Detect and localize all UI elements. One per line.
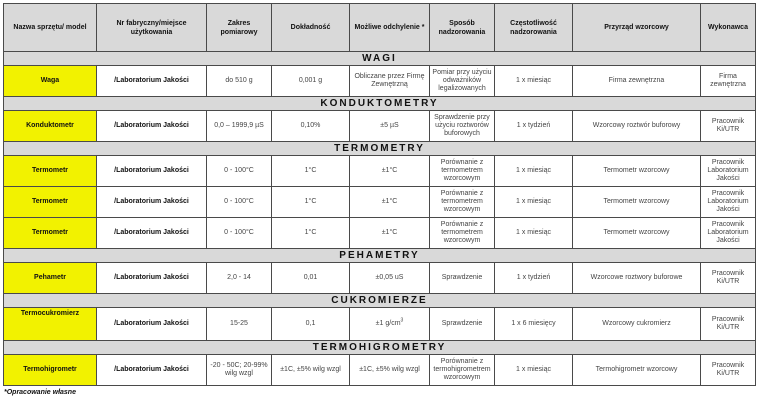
cell-frequency: 1 x 6 miesięcy [495,308,573,341]
header-reference-instrument: Przyrząd wzorcowy [573,4,701,52]
section-pehametry [4,249,756,263]
cell-location: /Laboratorium Jakości [97,156,207,187]
cell-performer: Pracownik Laboratorium Jakości [701,187,756,218]
cell-reference: Wzorcowe roztwory buforowe [573,263,701,294]
cell-accuracy: 0,01 [272,263,350,294]
cell-method: Pomiar przy użyciu odważników legalizowanych [430,66,495,97]
cell-name: Waga [4,66,97,97]
cubed-superscript: 3 [400,317,404,324]
cell-range: 0 - 100°C [207,156,272,187]
cell-method: Sprawdzenie [430,308,495,341]
section-cukromierze [4,294,756,308]
table-row-pehametr [4,263,756,294]
cell-location: /Laboratorium Jakości [97,355,207,386]
header-frequency: Częstotliwość nadzorowania [495,4,573,52]
table-row-termometr [4,156,756,187]
cell-method: Porównanie z termometrem wzorcowym [430,156,495,187]
table-row-termohigrometr [4,355,756,386]
cell-frequency: 1 x miesiąc [495,187,573,218]
section-konduktometry [4,97,756,111]
cell-accuracy: 0,001 g [272,66,350,97]
cell-name: Konduktometr [4,111,97,142]
equipment-supervision-table [3,3,756,386]
cell-accuracy: 0,1 [272,308,350,341]
cell-range: 0 - 100°C [207,218,272,249]
table-row-waga [4,66,756,97]
section-title: TERMOHIGROMETRY [4,341,756,355]
header-row [4,4,756,52]
cell-accuracy: 1°C [272,156,350,187]
cell-name: Termocukromierz [4,308,97,341]
header-serial-location: Nr fabryczny/miejsce użytkowania [97,4,207,52]
cell-accuracy: 1°C [272,218,350,249]
table-row-termometr [4,218,756,249]
cell-method: Porównanie z termometrem wzorcowym [430,218,495,249]
cell-location: /Laboratorium Jakości [97,308,207,341]
cell-accuracy: ±1C, ±5% wilg wzgl [272,355,350,386]
cell-performer: Pracownik Ki/UTR [701,355,756,386]
table-row-termocukromierz [4,308,756,341]
cell-range: do 510 g [207,66,272,97]
section-wagi [4,52,756,66]
cell-deviation: ±1°C [350,187,430,218]
header-equipment-name: Nazwa sprzętu/ model [4,4,97,52]
cell-deviation: ±0,05 uS [350,263,430,294]
cell-method: Porównanie z termohigrometrem wzorcowym [430,355,495,386]
cell-range: -20 - 50C; 20-99% wilg wzgl [207,355,272,386]
section-termometry [4,142,756,156]
cell-performer: Pracownik Ki/UTR [701,263,756,294]
deviation-value: ±1 g/cm [375,320,401,327]
cell-location: /Laboratorium Jakości [97,263,207,294]
cell-name: Termometr [4,156,97,187]
cell-reference: Firma zewnętrzna [573,66,701,97]
table-row-konduktometr [4,111,756,142]
cell-frequency: 1 x tydzień [495,263,573,294]
cell-frequency: 1 x tydzień [495,111,573,142]
cell-reference: Wzorcowy roztwór buforowy [573,111,701,142]
cell-performer: Pracownik Ki/UTR [701,111,756,142]
cell-range: 15-25 [207,308,272,341]
cell-accuracy: 1°C [272,187,350,218]
section-title: CUKROMIERZE [4,294,756,308]
cell-method: Porównanie z termometrem wzorcowym [430,187,495,218]
cell-frequency: 1 x miesiąc [495,66,573,97]
cell-deviation: ±1C, ±5% wilg wzgl [350,355,430,386]
cell-range: 0,0 – 1999,9 µS [207,111,272,142]
cell-location: /Laboratorium Jakości [97,218,207,249]
cell-range: 0 - 100°C [207,187,272,218]
cell-performer: Pracownik Laboratorium Jakości [701,218,756,249]
cell-performer: Pracownik Ki/UTR [701,308,756,341]
header-deviation: Możliwe odchylenie * [350,4,430,52]
cell-deviation: ±1°C [350,156,430,187]
cell-name: Termohigrometr [4,355,97,386]
section-title: TERMOMETRY [4,142,756,156]
cell-location: /Laboratorium Jakości [97,66,207,97]
cell-reference: Termohigrometr wzorcowy [573,355,701,386]
cell-frequency: 1 x miesiąc [495,218,573,249]
equipment-table-container [3,3,755,386]
cell-accuracy: 0,10% [272,111,350,142]
cell-frequency: 1 x miesiąc [495,355,573,386]
section-termohigrometry [4,341,756,355]
cell-reference: Termometr wzorcowy [573,156,701,187]
section-title: WAGI [4,52,756,66]
cell-method: Sprawdzenie [430,263,495,294]
cell-name: Termometr [4,218,97,249]
cell-deviation: ±5 µS [350,111,430,142]
cell-range: 2,0 - 14 [207,263,272,294]
cell-method: Sprawdzenie przy użyciu roztworów buforowych [430,111,495,142]
header-supervision-method: Sposób nadzorowania [430,4,495,52]
section-title: PEHAMETRY [4,249,756,263]
cell-location: /Laboratorium Jakości [97,111,207,142]
footnote: *Opracowanie własne [4,389,76,396]
cell-name: Termometr [4,187,97,218]
cell-reference: Termometr wzorcowy [573,187,701,218]
table-row-termometr [4,187,756,218]
header-measuring-range: Zakres pomiarowy [207,4,272,52]
section-title: KONDUKTOMETRY [4,97,756,111]
cell-performer: Firma zewnętrzna [701,66,756,97]
cell-performer: Pracownik Laboratorium Jakości [701,156,756,187]
cell-reference: Wzorcowy cukromierz [573,308,701,341]
cell-reference: Termometr wzorcowy [573,218,701,249]
cell-name: Pehametr [4,263,97,294]
cell-deviation [350,308,430,341]
cell-deviation: ±1°C [350,218,430,249]
cell-location: /Laboratorium Jakości [97,187,207,218]
header-accuracy: Dokładność [272,4,350,52]
cell-frequency: 1 x miesiąc [495,156,573,187]
header-performer: Wykonawca [701,4,756,52]
cell-deviation: Obliczane przez Firmę Zewnętrzną [350,66,430,97]
